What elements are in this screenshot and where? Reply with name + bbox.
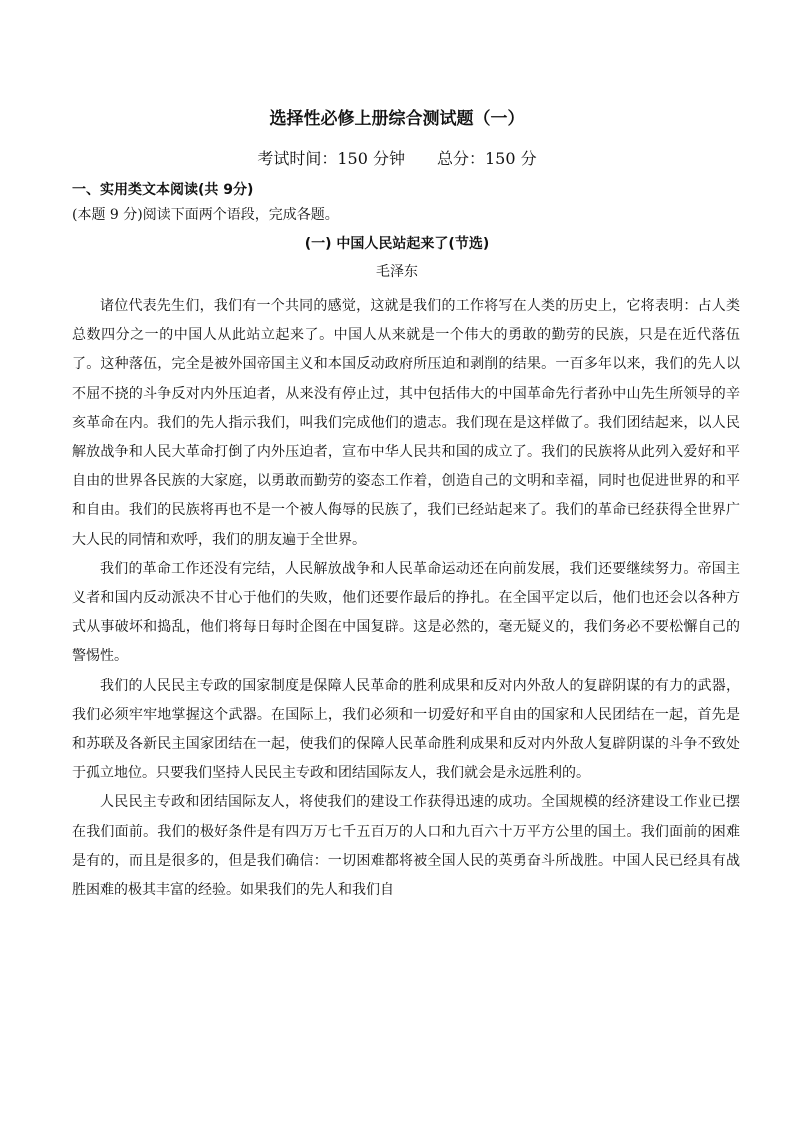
- exam-meta: [0, 146, 794, 169]
- question-instructions: (本题 9 分)阅读下面两个语段，完成各题。: [72, 207, 339, 223]
- passage-author: 毛泽东: [376, 264, 418, 280]
- paragraph-3: 我们的人民民主专政的国家制度是保障人民革命的胜利成果和反对内外敌人的复辟阴谋的有力的武器，我们必须牢牢地掌握这个武器。在国际上，我们必须和一切爱好和平自由的国家和人民团结在一起，首先是和苏联及各新民主国家团结在一起，使我们的保障人民革命胜利成果和反对内外敌人复辟阴谋的斗争不致处于孤立地位。只要我们坚持人民民主专政和团结国际友人，我们就会是永远胜利的。: [72, 677, 740, 782]
- section-heading: 一、实用类文本阅读(共 9分): [72, 182, 254, 198]
- exam-time: 考试时间：150 分钟: [257, 149, 405, 168]
- paragraph-4: 人民民主专政和团结国际友人，将使我们的建设工作获得迅速的成功。全国规模的经济建设工作业已摆在我们面前。我们的极好条件是有四万万七千五百万的人口和九百六十万平方公里的国土。我们面前的困难是有的，而且是很多的，但是我们确信：一切困难都将被全国人民的英勇奋斗所战胜。中国人民已经具有战胜困难的极其丰富的经验。如果我们的先人和我们自: [72, 794, 740, 899]
- total-score: 总分：150 分: [437, 149, 537, 168]
- passage-body: [72, 292, 740, 905]
- page-title: 选择性必修上册综合测试题（一）: [269, 109, 525, 129]
- passage-title: (一) 中国人民站起来了(节选): [304, 236, 490, 252]
- paragraph-2: 我们的革命工作还没有完结，人民解放战争和人民革命运动还在向前发展，我们还要继续努力。帝国主义者和国内反动派决不甘心于他们的失败，他们还要作最后的挣扎。在全国平定以后，他们也还会以各种方式从事破坏和捣乱，他们将每日每时企图在中国复辟。这是必然的，毫无疑义的，我们务必不要松懈自己的警惕性。: [72, 560, 740, 665]
- paragraph-1: 诸位代表先生们，我们有一个共同的感觉，这就是我们的工作将写在人类的历史上，它将表明：占人类总数四分之一的中国人从此站立起来了。中国人从来就是一个伟大的勇敢的勤劳的民族，只是在近代落伍了。这种落伍，完全是被外国帝国主义和本国反动政府所压迫和剥削的结果。一百多年以来，我们的先人以不屈不挠的斗争反对内外压迫者，从来没有停止过，其中包括伟大的中国革命先行者孙中山先生所领导的辛亥革命在内。我们的先人指示我们，叫我们完成他们的遗志。我们现在是这样做了。我们团结起来，以人民解放战争和人民大革命打倒了内外压迫者，宣布中华人民共和国的成立了。我们的民族将从此列入爱好和平自由的世界各民族的大家庭，以勇敢而勤劳的姿态工作着，创造自己的文明和幸福，同时也促进世界的和平和自由。我们的民族将再也不是一个被人侮辱的民族了，我们已经站起来了。我们的革命已经获得全世界广大人民的同情和欢呼，我们的朋友遍于全世界。: [72, 298, 740, 548]
